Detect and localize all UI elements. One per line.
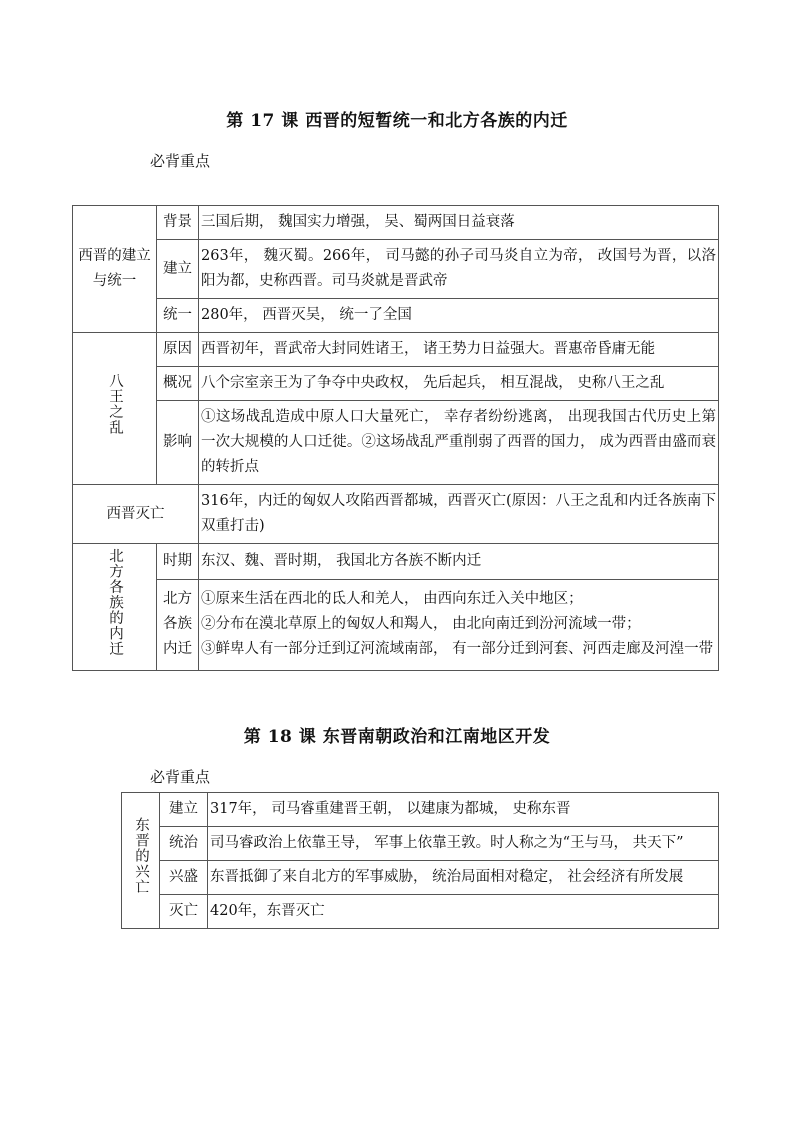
row-key: 北方各族内迁 (157, 580, 199, 670)
section-label: 北方各族的内迁 (107, 548, 123, 657)
section-label: 西晋的建立与统一 (73, 206, 157, 333)
table-row (73, 544, 719, 580)
row-text: 八个宗室亲王为了争夺中央政权， 先后起兵， 相互混战， 史称八王之乱 (199, 367, 719, 401)
lesson18-table (121, 792, 719, 929)
section-label: 八王之乱 (107, 373, 123, 435)
row-text: 420年，东晋灭亡 (208, 895, 719, 929)
row-key: 原因 (157, 333, 199, 367)
row-text: 东汉、魏、晋时期， 我国北方各族不断内迁 (199, 544, 719, 580)
list-item: ②分布在漠北草原上的匈奴人和羯人， 由北向南迁到汾河流域一带； (201, 616, 641, 633)
row-text-lines (199, 580, 719, 670)
table-row (73, 206, 719, 240)
row-key: 概况 (157, 367, 199, 401)
row-text: 西晋初年，晋武帝大封同姓诸王， 诸王势力日益强大。晋惠帝昏庸无能 (199, 333, 719, 367)
row-key: 兴盛 (160, 861, 208, 895)
row-text: 280年， 西晋灭吴， 统一了全国 (199, 299, 719, 333)
row-text: 317年， 司马睿重建晋王朝， 以建康为都城， 史称东晋 (208, 793, 719, 827)
list-item: ③鲜卑人有一部分迁到辽河流域南部， 有一部分迁到河套、河西走廊及河湟一带 (201, 641, 714, 658)
section-label: 东晋的兴亡 (133, 817, 149, 895)
table-row (122, 827, 719, 861)
table-row (73, 333, 719, 367)
lesson18-title: 第 18 课 东晋南朝政治和江南地区开发 (243, 727, 551, 747)
row-text: 263年， 魏灭蜀。266年， 司马懿的孙子司马炎自立为帝， 改国号为晋，以洛阳为都，史称西晋。司马炎就是晋武帝 (199, 240, 719, 299)
row-key: 统一 (157, 299, 199, 333)
row-key: 建立 (160, 793, 208, 827)
lesson17-title: 第 17 课 西晋的短暂统一和北方各族的内迁 (226, 111, 568, 131)
row-key: 影响 (157, 401, 199, 485)
row-text: ①这场战乱造成中原人口大量死亡， 幸存者纷纷逃离， 出现我国古代历史上第一次大规模的人口迁徙。②这场战乱严重削弱了西晋的国力， 成为西晋由盛而衰的转折点 (199, 401, 719, 485)
row-text: 东晋抵御了来自北方的军事威胁， 统治局面相对稳定， 社会经济有所发展 (208, 861, 719, 895)
table-row (73, 299, 719, 333)
row-key: 时期 (157, 544, 199, 580)
row-key: 建立 (157, 240, 199, 299)
row-key: 灭亡 (160, 895, 208, 929)
table-row (122, 861, 719, 895)
lesson17-subheading: 必背重点 (150, 152, 211, 170)
table-row (122, 895, 719, 929)
table-row (122, 793, 719, 827)
table-row (73, 240, 719, 299)
list-item: ①原来生活在西北的氐人和羌人， 由西向东迁入关中地区； (201, 591, 583, 608)
section-label: 西晋灭亡 (73, 485, 199, 544)
section-label-cell (73, 333, 157, 485)
row-key: 背景 (157, 206, 199, 240)
section-label-cell (122, 793, 160, 929)
lesson18-subheading: 必背重点 (150, 768, 211, 786)
table-row (73, 401, 719, 485)
table-row (73, 580, 719, 670)
section-label-cell (73, 544, 157, 671)
row-key: 统治 (160, 827, 208, 861)
row-text: 司马睿政治上依靠王导， 军事上依靠王敦。时人称之为“王与马， 共天下” (208, 827, 719, 861)
table-row (73, 367, 719, 401)
row-text: 三国后期， 魏国实力增强， 吴、蜀两国日益衰落 (199, 206, 719, 240)
lesson17-table (72, 205, 719, 671)
row-text: 316年，内迁的匈奴人攻陷西晋都城，西晋灭亡(原因：八王之乱和内迁各族南下双重打击) (199, 485, 719, 544)
table-row (73, 485, 719, 544)
